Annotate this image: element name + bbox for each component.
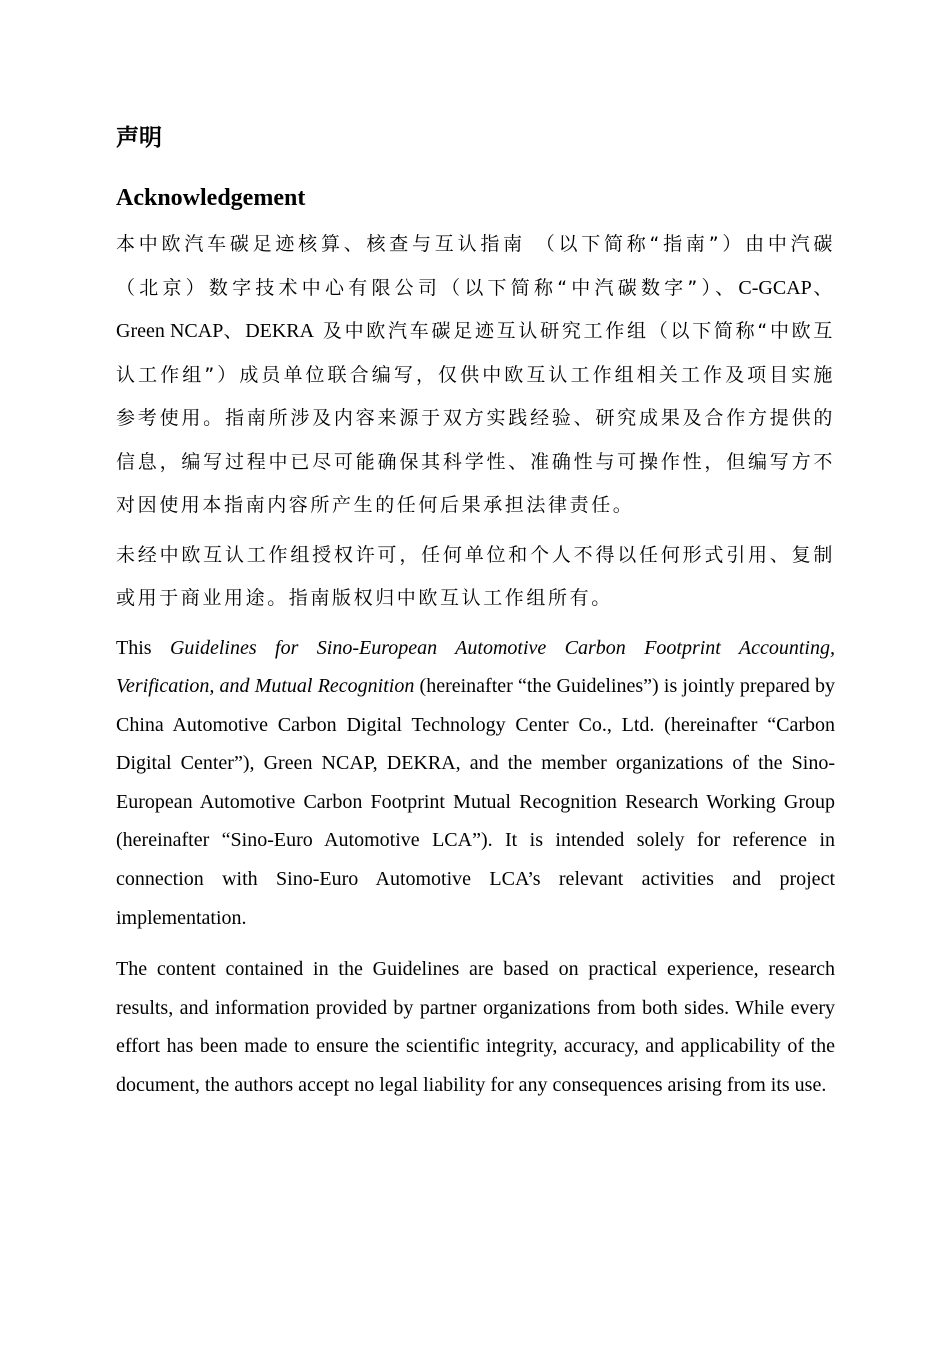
cn-para1-sep-1: 、	[811, 276, 835, 299]
cn-para1-text-a: 本中欧汽车碳足迹核算、核查与互认指南 （以下简称“指南”）由中汽碳（北京）数字技术中心有限公司（以下简称“中汽碳数字”）、	[116, 233, 835, 299]
cn-para1-text-b: 及中欧汽车碳足迹互认研究工作组（以下简称“中欧互认工作组”）成员单位联合编写，仅供中欧互认工作组相关工作及项目实施参考使用。指南所涉及内容来源于双方实践经验、研究成果及合作方提供的信息，编写过程中已尽可能确保其科学性、准确性与可操作性，但编写方不对因使用本指南内容所产生的任何后果承担法律责任。	[116, 320, 835, 516]
english-paragraph-1	[116, 629, 835, 938]
english-paragraph-2: The content contained in the Guidelines are based on practical experience, research results, and information provided by partner organizations from both sides. While every effort has been made to ensure the scientific integrity, accuracy, and applicability of the document, the authors accept no legal liability for any consequences arising from its use.	[116, 958, 835, 1097]
chinese-paragraph-2: 未经中欧互认工作组授权许可，任何单位和个人不得以任何形式引用、复制或用于商业用途。指南版权归中欧互认工作组所有。	[116, 543, 835, 609]
guidelines-title: Guidelines for Sino-European Automotive Carbon Footprint Accounting, Verification, and Mutual Recognition	[116, 636, 835, 698]
document-page	[116, 118, 835, 1105]
cn-para1-org-dekra: DEKRA	[245, 320, 315, 342]
chinese-paragraph-1	[116, 223, 835, 528]
cn-para1-org-green-ncap: Green NCAP	[116, 320, 224, 342]
en-para1-rest: (hereinafter “the Guidelines”) is jointly prepared by China Automotive Carbon Digital Technology Center Co., Ltd. (hereinafter “Carbon Digital Center”), Green NCAP, DEKRA, and the member organizations of the Sino-European Automotive Carbon Footprint Mutual Recognition Research Working Group (hereinafter “Sino-Euro Automotive LCA”). It is intended solely for reference in connection with Sino-Euro Automotive LCA’s relevant activities and project implementation.	[116, 675, 836, 929]
heading-english: Acknowledgement	[116, 185, 306, 211]
en-para1-lead: This	[116, 636, 170, 659]
cn-para1-org-cgcap: C-GCAP	[738, 276, 812, 299]
cn-para1-sep-2: 、	[223, 320, 246, 342]
heading-chinese: 声明	[116, 125, 162, 151]
